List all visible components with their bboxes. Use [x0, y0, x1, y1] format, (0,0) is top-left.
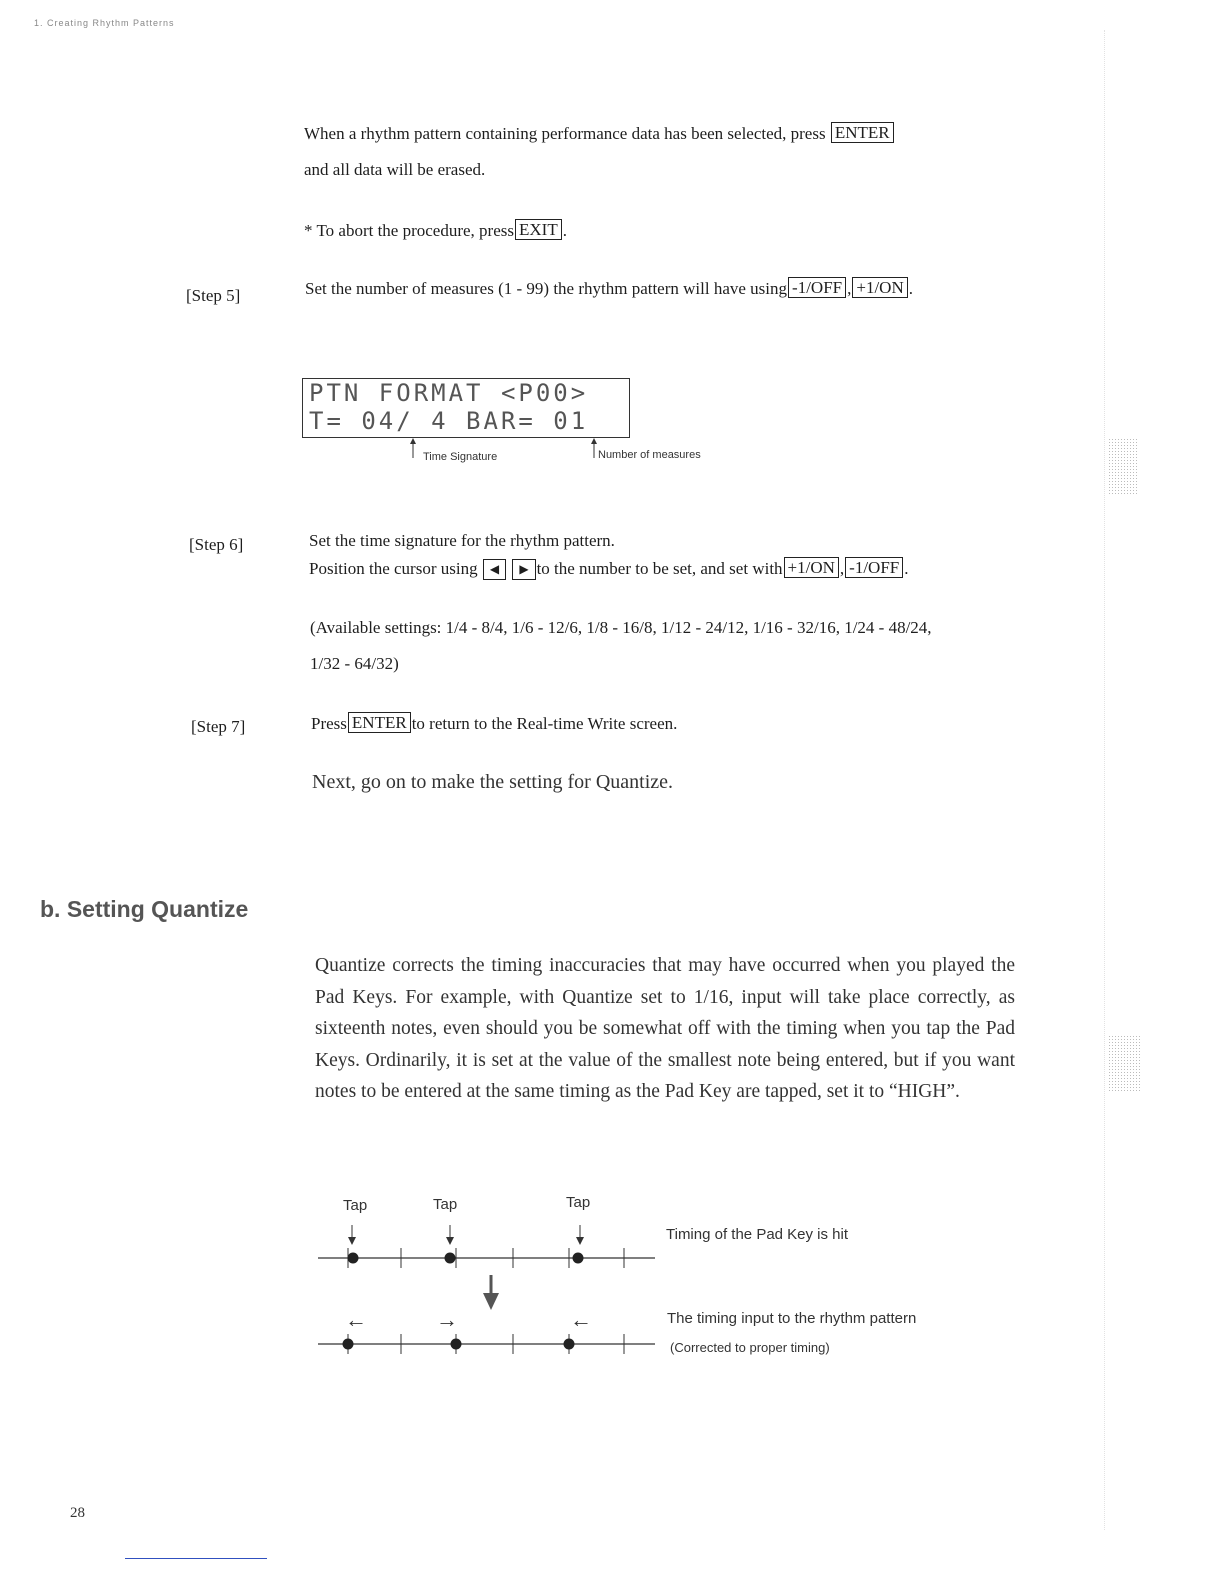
abort-text: To abort the procedure, press [316, 221, 514, 240]
available-settings-line-1: (Available settings: 1/4 - 8/4, 1/6 - 12/6, 1/8 - 16/8, 1/12 - 24/12, 1/16 - 32/16, 1/24 - 48/24, [310, 618, 932, 637]
abort-bullet: * [304, 221, 313, 240]
scan-artifact [1108, 1035, 1140, 1091]
diagram-label-bottom-sub: (Corrected to proper timing) [670, 1340, 830, 1355]
shift-left-arrow-2: ← [570, 1307, 592, 1332]
step7-text-a: Press [311, 714, 347, 733]
number-of-measures-caption: Number of measures [598, 449, 701, 461]
footer-rule [125, 1558, 267, 1559]
timing-diagram [310, 1215, 660, 1365]
lcd-line-1: PTN FORMAT <P00> [309, 379, 589, 407]
step5-sep: , [847, 279, 852, 298]
diagram-label-bottom: The timing input to the rhythm pattern [667, 1310, 917, 1327]
shift-left-arrow-1: ← [345, 1307, 367, 1332]
quantize-paragraph: Quantize corrects the timing inaccuracies that may have occurred when you played the Pad Keys. For example, with Quantize set to 1/16, input will take place correctly, as sixteenth notes, even should you be somewhat off with the timing when you tap the Pad Keys. Ordinarily, it is set at the value of the smallest note being entered, but if you want notes to be entered at the same timing as the Pad Key are tapped, set it to “HIGH”. [315, 955, 1015, 1102]
tap-arrowhead-3 [576, 1237, 584, 1245]
step6-line2-b: to the number to be set, and set with [536, 559, 783, 578]
step7-text [311, 712, 677, 734]
intro-text-b: and all data will be erased. [304, 160, 486, 179]
time-signature-caption: Time Signature [423, 451, 498, 463]
shift-right-arrow: → [436, 1307, 458, 1332]
step5-label: [Step 5] [186, 286, 241, 305]
quantized-dot-3 [564, 1339, 575, 1350]
exit-key: EXIT [515, 219, 562, 240]
next-instruction: Next, go on to make the setting for Quantize. [312, 771, 674, 793]
abort-end: . [562, 221, 567, 240]
tap-arrowhead-1 [348, 1237, 356, 1245]
scan-edge-line [1104, 30, 1106, 1530]
intro-line-1 [304, 122, 1024, 144]
tap-dot-1 [348, 1253, 359, 1264]
tap-label-3: Tap [566, 1194, 591, 1211]
plus-on-key-2: +1/ON [784, 557, 839, 578]
step6-sep: , [839, 559, 845, 578]
intro-text-a: When a rhythm pattern containing performance data has been selected, press [304, 124, 826, 143]
section-title: b. Setting Quantize [40, 896, 249, 922]
running-head: 1. Creating Rhythm Patterns [34, 18, 175, 28]
step7-label: [Step 7] [191, 717, 246, 736]
tap-label-1: Tap [343, 1197, 368, 1214]
lcd-line-2: T= 04/ 4 BAR= 01 [309, 407, 589, 435]
tap-label-2: Tap [433, 1196, 458, 1213]
step6-line-2 [309, 557, 1029, 580]
scan-artifact [1108, 438, 1138, 494]
diagram-label-top: Timing of the Pad Key is hit [666, 1226, 849, 1243]
measures-arrowhead [591, 438, 597, 444]
step6-label: [Step 6] [189, 535, 244, 554]
step5-end: . [908, 279, 913, 298]
tap-dot-2 [445, 1253, 456, 1264]
quantized-dot-2 [451, 1339, 462, 1350]
step5-text [305, 277, 1025, 299]
abort-note [304, 219, 567, 241]
cursor-right-key: ▶ [512, 559, 535, 580]
available-settings-line-2: 1/32 - 64/32) [310, 654, 399, 673]
enter-key: ENTER [831, 122, 894, 143]
correction-arrowhead [483, 1293, 499, 1310]
tap-arrowhead-2 [446, 1237, 454, 1245]
step6-end: . [904, 559, 909, 578]
plus-on-key: +1/ON [852, 277, 907, 298]
minus-off-key-2: -1/OFF [845, 557, 903, 578]
minus-off-key: -1/OFF [788, 277, 846, 298]
step6-line-1: Set the time signature for the rhythm pattern. [309, 531, 615, 550]
step6-line2-a: Position the cursor using [309, 559, 478, 578]
time-signature-arrowhead [410, 438, 416, 444]
cursor-left-key: ◀ [483, 559, 506, 580]
quantized-dot-1 [343, 1339, 354, 1350]
enter-key-2: ENTER [348, 712, 411, 733]
lcd-display [302, 378, 630, 438]
tap-dot-3 [573, 1253, 584, 1264]
step5-text-body: Set the number of measures (1 - 99) the rhythm pattern will have using [305, 279, 788, 298]
page-number: 28 [70, 1505, 85, 1521]
step7-text-b: to return to the Real-time Write screen. [411, 714, 678, 733]
